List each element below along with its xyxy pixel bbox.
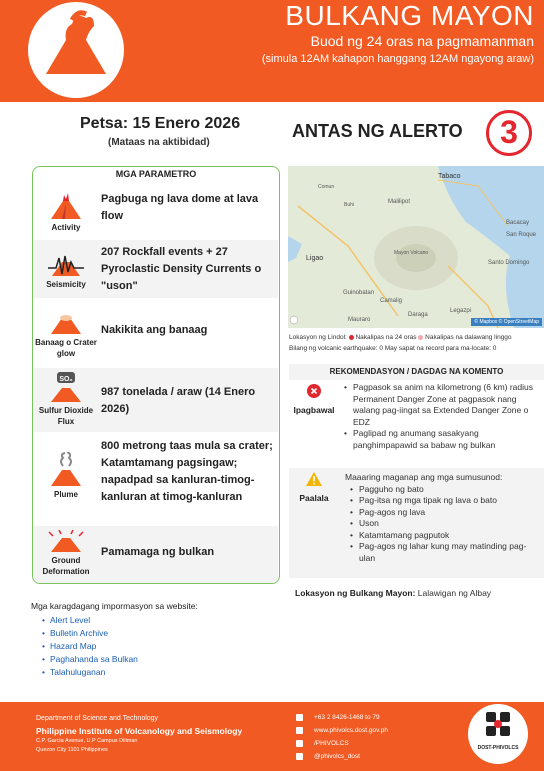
earthquake-map[interactable] <box>288 166 544 328</box>
footer-twitter[interactable] <box>296 753 360 760</box>
map-place: Buhi <box>344 202 355 208</box>
map-place: Ligao <box>306 255 324 262</box>
more-info-heading: Mga karagdagang impormasyon sa website: <box>31 601 198 611</box>
map-place: Guinobatan <box>343 290 375 296</box>
warning-list <box>343 472 541 564</box>
map-place: Tabaco <box>438 173 461 180</box>
parameter-value: Nakikita ang banaag <box>101 324 208 336</box>
volcano-logo <box>28 2 124 98</box>
map-place: Mauraro <box>348 317 371 323</box>
legend-2wk: Nakalipas na dalawang linggo <box>425 334 512 341</box>
alert-level-label: ANTAS NG ALERTO <box>292 121 463 141</box>
logo-text: DOST-PHIVOLCS <box>477 745 519 751</box>
facebook-icon <box>296 740 303 747</box>
list-item: • Pag-agos ng lahar kung may matinding pag-ulan <box>349 541 541 564</box>
parameter-row-seismicity <box>33 240 278 298</box>
map-place: San Roque <box>506 232 537 238</box>
legend-label: Lokasyon ng Lindol: <box>289 334 347 341</box>
summary-subtitle: Buod ng 24 oras na pagmamanman <box>310 33 534 49</box>
activity-note: (Mataas na aktibidad) <box>108 137 210 148</box>
map-legend <box>289 334 512 341</box>
parameter-value: Pamamaga ng bulkan <box>101 546 215 558</box>
parameter-label: Seismicity <box>46 280 86 289</box>
prohibited-icon <box>307 384 321 398</box>
footer-website[interactable] <box>296 727 388 734</box>
twitter-icon <box>296 753 303 760</box>
map-place: Santo Domingo <box>488 260 530 266</box>
prohibition-section <box>289 380 544 466</box>
parameter-row-plume <box>33 432 278 526</box>
footer-institute: Philippine Institute of Volcanology and Seismology <box>36 726 243 736</box>
footer-phone <box>296 714 380 721</box>
list-item: • Paglipad ng anumang sasakyang panghimpapawid sa babaw ng bulkan <box>343 428 541 451</box>
map-place: Daraga <box>408 312 428 318</box>
period-subtitle: (simula 12AM kahapon hanggang 12AM ngayong araw) <box>261 53 534 65</box>
parameter-label: Sulfur Dioxide Flux <box>38 406 94 426</box>
parameter-value: 987 tonelada / araw (14 Enero 2026) <box>101 386 256 415</box>
warning-intro: Maaaring maganap ang mga sumusunod: <box>345 472 503 482</box>
map-place: Malilipot <box>388 199 411 205</box>
volcano-icon <box>28 2 124 98</box>
so2-icon-text: SO₂ <box>59 376 73 383</box>
alert-level-badge: 3 <box>486 110 532 156</box>
link-paghahanda[interactable]: • Paghahanda sa Bulkan <box>42 653 138 666</box>
map-place: Comun <box>318 184 335 190</box>
seismograph-icon <box>33 252 99 290</box>
parameter-label: Plume <box>53 490 78 499</box>
list-item: • Katamtamang pagputok <box>349 530 541 542</box>
website-text: www.phivolcs.dost.gov.ph <box>314 727 388 735</box>
map-place: Mayon Volcano <box>394 250 429 256</box>
map-place: Bacacay <box>506 220 530 226</box>
red-dot-icon <box>349 335 354 340</box>
parameters-heading: MGA PARAMETRO <box>115 169 197 179</box>
parameter-label: Banaag o Crater glow <box>35 338 97 358</box>
volcano-location <box>295 588 491 598</box>
parameter-value: 207 Rockfall events + 27 Pyroclastic Density Currents o "uson" <box>101 246 262 292</box>
footer-dept: Department of Science and Technology <box>36 715 159 722</box>
parameter-row-deformation <box>33 526 278 584</box>
dost-logo-icon <box>468 704 528 746</box>
volcano-title: BULKANG MAYON <box>285 0 534 31</box>
earthquake-count: Bilang ng volcanic earthquake: 0 May sapat na record para ma-locate: 0 <box>289 345 497 352</box>
so2-volcano-icon <box>33 372 99 427</box>
map-credit: © Mapbox © OpenStreetMap <box>471 318 542 326</box>
recommendations-heading: REKOMENDASYON / DAGDAG NA KOMENTO <box>289 364 544 380</box>
phone-icon <box>296 714 303 721</box>
prohibition-list <box>343 382 541 451</box>
ground-deformation-icon <box>33 530 99 577</box>
map-place: Camalig <box>380 298 403 304</box>
warning-block <box>289 472 339 503</box>
link-talahuluganan[interactable]: • Talahuluganan <box>42 666 138 679</box>
list-item: • Pagpasok sa anim na kilometrong (6 km) radius Permanent Danger Zone at pagpasok nang walang pag-iingat sa Extended Danger Zone o EDZ <box>343 382 541 428</box>
parameter-label: Ground Deformation <box>42 556 90 576</box>
list-item: • Uson <box>349 518 541 530</box>
twitter-text: @phivolcs_dost <box>314 753 360 761</box>
footer <box>0 702 544 771</box>
map-graphic <box>288 166 544 328</box>
phone-text: +63 2 8426-1468 to 79 <box>314 714 380 722</box>
list-item: • Pag-itsa ng mga tipak ng lava o bato <box>349 495 541 507</box>
more-info-links <box>42 614 138 679</box>
phivolcs-logo <box>468 704 528 764</box>
parameter-row-crater-glow <box>33 298 278 368</box>
footer-address: Quezon City 1101 Philippines <box>36 747 108 753</box>
warning-section <box>289 468 544 578</box>
list-item: • Pagguho ng bato <box>349 484 541 496</box>
prohibition-block <box>289 384 339 415</box>
bulletin-date: Petsa: 15 Enero 2026 <box>80 115 241 132</box>
legend-24h: Nakalipas na 24 oras <box>355 334 417 341</box>
location-label: Lokasyon ng Bulkang Mayon: <box>295 588 416 598</box>
plume-icon <box>33 452 99 500</box>
link-hazard-map[interactable]: • Hazard Map <box>42 640 138 653</box>
globe-icon <box>296 727 303 734</box>
parameter-value: 800 metrong taas mula sa crater; Katamtamang pagsingaw; napadpad sa kanluran-timog-kanluran at timog-kanluran <box>101 440 273 503</box>
warning-label: Paalala <box>299 493 329 503</box>
link-alert-level[interactable]: • Alert Level <box>42 614 138 627</box>
footer-facebook[interactable] <box>296 740 349 747</box>
footer-address: C.P. Garcia Avenue, U.P Campus Diliman <box>36 738 138 744</box>
list-item: • Pag-agos ng lava <box>349 507 541 519</box>
parameter-value: Pagbuga ng lava dome at lava flow <box>101 193 259 222</box>
prohibition-label: Ipagbawal <box>293 405 335 415</box>
map-place: Legazpi <box>450 308 472 314</box>
parameter-row-so2 <box>33 368 278 432</box>
link-bulletin-archive[interactable]: • Bulletin Archive <box>42 627 138 640</box>
warning-icon <box>306 472 322 486</box>
header-banner <box>0 0 544 102</box>
location-value: Lalawigan ng Albay <box>415 588 492 598</box>
parameter-row-activity <box>33 183 278 245</box>
parameter-label: Activity <box>51 223 81 232</box>
volcano-glow-icon <box>33 312 99 359</box>
facebook-text: /PHIVOLCS <box>314 740 349 748</box>
pink-dot-icon <box>418 335 423 340</box>
parameters-panel <box>32 166 280 584</box>
volcano-lava-icon <box>33 191 99 233</box>
